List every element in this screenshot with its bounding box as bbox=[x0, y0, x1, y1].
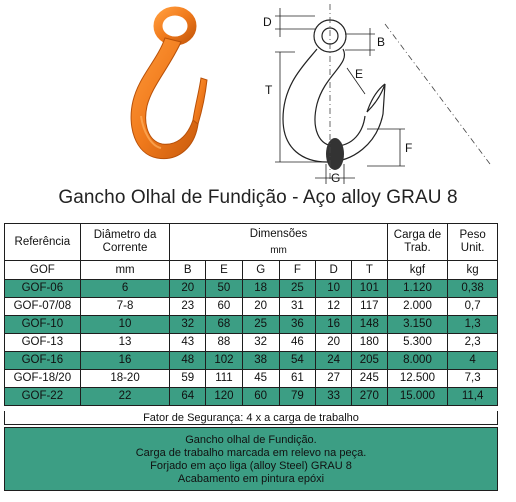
table-cell: 20 bbox=[316, 334, 352, 352]
label-d: D bbox=[263, 15, 272, 29]
subheader-cell: mm bbox=[80, 261, 170, 280]
table-cell: 64 bbox=[170, 388, 206, 406]
table-cell: 27 bbox=[316, 370, 352, 388]
table-cell: 2,3 bbox=[448, 334, 498, 352]
table-cell: 20 bbox=[170, 280, 206, 298]
table-cell: GOF-13 bbox=[5, 334, 81, 352]
table-cell: 18 bbox=[242, 280, 279, 298]
note-line: Gancho olhal de Fundição. bbox=[185, 434, 317, 446]
table-cell: GOF-06 bbox=[5, 280, 81, 298]
table-cell: 10 bbox=[316, 280, 352, 298]
label-t: T bbox=[265, 83, 273, 97]
cross-section-icon bbox=[326, 138, 344, 170]
header-dimensoes-unit: mm bbox=[270, 244, 287, 256]
table-cell: 117 bbox=[351, 298, 387, 316]
table-cell: 12.500 bbox=[387, 370, 448, 388]
table-cell: 38 bbox=[242, 352, 279, 370]
table-cell: 60 bbox=[242, 388, 279, 406]
subheader-cell: kg bbox=[448, 261, 498, 280]
table-cell: 20 bbox=[242, 298, 279, 316]
table-cell: 205 bbox=[351, 352, 387, 370]
subheader-cell: D bbox=[316, 261, 352, 280]
subheader-row bbox=[5, 261, 498, 280]
table-cell: 10 bbox=[80, 316, 170, 334]
table-cell: 180 bbox=[351, 334, 387, 352]
table-cell: 25 bbox=[242, 316, 279, 334]
label-g: G bbox=[331, 171, 341, 184]
header-diametro: Diâmetro da Corrente bbox=[80, 224, 170, 261]
table-cell: 68 bbox=[206, 316, 243, 334]
table-cell: 0,38 bbox=[448, 280, 498, 298]
table-cell: 60 bbox=[206, 298, 243, 316]
table-cell: 61 bbox=[279, 370, 316, 388]
table-cell: 11,4 bbox=[448, 388, 498, 406]
table-cell: 88 bbox=[206, 334, 243, 352]
table-cell: 46 bbox=[279, 334, 316, 352]
table-cell: 24 bbox=[316, 352, 352, 370]
note-line: Acabamento em pintura epóxi bbox=[177, 473, 325, 485]
table-cell: 22 bbox=[80, 388, 170, 406]
table-cell: 7,3 bbox=[448, 370, 498, 388]
table-cell: 3.150 bbox=[387, 316, 448, 334]
table-row bbox=[5, 352, 498, 370]
table-row bbox=[5, 298, 498, 316]
table-row bbox=[5, 388, 498, 406]
table-cell: 18-20 bbox=[80, 370, 170, 388]
table-cell: 33 bbox=[316, 388, 352, 406]
table-cell: 6 bbox=[80, 280, 170, 298]
table-cell: 13 bbox=[80, 334, 170, 352]
header-carga: Carga de Trab. bbox=[387, 224, 448, 261]
table-cell: 120 bbox=[206, 388, 243, 406]
table-cell: 23 bbox=[170, 298, 206, 316]
table-row bbox=[5, 280, 498, 298]
table-cell: 270 bbox=[351, 388, 387, 406]
table-cell: GOF-10 bbox=[5, 316, 81, 334]
table-cell: 16 bbox=[316, 316, 352, 334]
table-cell: 8.000 bbox=[387, 352, 448, 370]
eye-hook-photo bbox=[95, 6, 225, 171]
subheader-cell: T bbox=[351, 261, 387, 280]
table-cell: 54 bbox=[279, 352, 316, 370]
table-row bbox=[5, 334, 498, 352]
table-cell: 101 bbox=[351, 280, 387, 298]
table-cell: GOF-18/20 bbox=[5, 370, 81, 388]
label-f: F bbox=[405, 141, 413, 155]
table-cell: 16 bbox=[80, 352, 170, 370]
table-cell: GOF-22 bbox=[5, 388, 81, 406]
subheader-cell: GOF bbox=[5, 261, 81, 280]
safety-factor: Fator de Segurança: 4 x a carga de trabalho bbox=[4, 411, 498, 425]
header-dimensoes: Dimensões mm bbox=[170, 224, 387, 261]
table-cell: 25 bbox=[279, 280, 316, 298]
subheader-cell: kgf bbox=[387, 261, 448, 280]
table-cell: 31 bbox=[279, 298, 316, 316]
spec-table bbox=[4, 223, 498, 406]
table-cell: 7-8 bbox=[80, 298, 170, 316]
table-cell: 1.120 bbox=[387, 280, 448, 298]
hook-dimension-diagram bbox=[255, 4, 510, 184]
table-cell: 43 bbox=[170, 334, 206, 352]
table-cell: 4 bbox=[448, 352, 498, 370]
header-peso: Peso Unit. bbox=[448, 224, 498, 261]
table-cell: 45 bbox=[242, 370, 279, 388]
table-cell: 79 bbox=[279, 388, 316, 406]
subheader-cell: F bbox=[279, 261, 316, 280]
table-cell: 102 bbox=[206, 352, 243, 370]
table-cell: 48 bbox=[170, 352, 206, 370]
table-cell: 148 bbox=[351, 316, 387, 334]
table-cell: 15.000 bbox=[387, 388, 448, 406]
table-cell: 36 bbox=[279, 316, 316, 334]
subheader-cell: B bbox=[170, 261, 206, 280]
page-title: Gancho Olhal de Fundição - Aço alloy GRAU 8 bbox=[58, 187, 458, 208]
table-cell: 59 bbox=[170, 370, 206, 388]
label-e: E bbox=[355, 67, 364, 81]
table-cell: GOF-16 bbox=[5, 352, 81, 370]
table-cell: 12 bbox=[316, 298, 352, 316]
table-cell: 111 bbox=[206, 370, 243, 388]
table-cell: GOF-07/08 bbox=[5, 298, 81, 316]
subheader-cell: G bbox=[242, 261, 279, 280]
table-row bbox=[5, 316, 498, 334]
table-cell: 2.000 bbox=[387, 298, 448, 316]
table-cell: 1,3 bbox=[448, 316, 498, 334]
table-cell: 5.300 bbox=[387, 334, 448, 352]
note-line: Carga de trabalho marcada em relevo na peça. bbox=[135, 447, 367, 459]
subheader-cell: E bbox=[206, 261, 243, 280]
table-row bbox=[5, 370, 498, 388]
table-cell: 32 bbox=[242, 334, 279, 352]
notes-box bbox=[4, 427, 498, 491]
table-cell: 50 bbox=[206, 280, 243, 298]
header-referencia: Referência bbox=[5, 224, 81, 261]
table-cell: 32 bbox=[170, 316, 206, 334]
note-line: Forjado em aço liga (alloy Steel) GRAU 8 bbox=[150, 460, 352, 472]
label-b: B bbox=[377, 35, 386, 49]
table-cell: 245 bbox=[351, 370, 387, 388]
table-cell: 0,7 bbox=[448, 298, 498, 316]
